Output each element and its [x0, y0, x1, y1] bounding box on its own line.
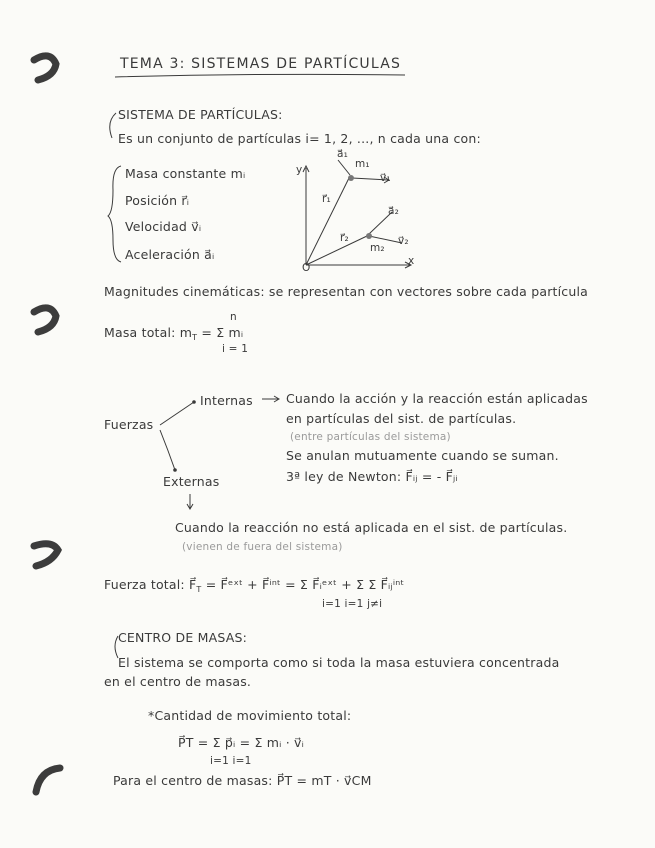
m2-label: m₂: [370, 242, 385, 254]
particle-m2: [366, 233, 372, 239]
m1-label: m₁: [355, 158, 370, 170]
newton-law: 3ª ley de Newton: F⃗ᵢⱼ = - F⃗ⱼᵢ: [286, 469, 458, 484]
axis-y-label: y: [296, 164, 303, 176]
momentum-formula: P⃗T = Σ p⃗ᵢ = Σ mᵢ · v⃗ᵢ: [178, 735, 305, 750]
centro-line-2: en el centro de masas.: [104, 674, 252, 689]
particle-m1: [348, 175, 354, 181]
fuerzas-label: Fuerzas: [104, 417, 154, 432]
centro-arrow: [115, 636, 118, 658]
vector-a2: [369, 212, 392, 234]
props-brace: [108, 166, 121, 262]
externas-label: Externas: [163, 474, 220, 489]
v2-label: v⃗₂: [398, 235, 409, 247]
section-heading-centro: CENTRO DE MASAS:: [118, 630, 248, 645]
r1-label: r⃗₁: [322, 193, 331, 205]
vector-r1: [306, 178, 349, 265]
branch-externas: [160, 430, 175, 470]
heading-arrow: [110, 113, 116, 138]
vector-a1: [338, 160, 350, 175]
masa-total-formula: Masa total: $m_T = \Sigma$ mᵢ: [104, 325, 244, 342]
a2-label: a⃗₂: [388, 205, 400, 217]
vector-v2: [369, 236, 402, 243]
cantidad-label: *Cantidad de movimiento total:: [148, 708, 352, 723]
externas-note: (vienen de fuera del sistema): [182, 541, 343, 553]
intro-text: Es un conjunto de partículas i= 1, 2, ..., n cada una con:: [118, 131, 481, 146]
magnitudes-text: Magnitudes cinemáticas: se representan con vectores sobre cada partícula: [104, 284, 589, 299]
section-heading-sistema: SISTEMA DE PARTÍCULAS:: [118, 107, 283, 122]
prop-posicion: Posición r⃗ᵢ: [125, 193, 190, 208]
internas-label: Internas: [200, 393, 253, 408]
title-underline: [115, 74, 405, 77]
prop-aceleracion: Aceleración a⃗ᵢ: [125, 247, 215, 262]
page-title: TEMA 3: SISTEMAS DE PARTÍCULAS: [120, 56, 402, 72]
branch-internas: [160, 402, 194, 425]
momentum-limits: i=1 i=1: [210, 755, 252, 767]
prop-masa: Masa constante mᵢ: [125, 166, 246, 181]
origin-label: O: [302, 262, 311, 274]
internas-desc-2: en partículas del sist. de partículas.: [286, 411, 517, 426]
a1-label: a⃗₁: [337, 148, 349, 160]
anulan-text: Se anulan mutuamente cuando se suman.: [286, 448, 559, 463]
fuerza-total-limits: i=1 i=1 j≠i: [322, 598, 383, 610]
externas-desc: Cuando la reacción no está aplicada en el sist. de partículas.: [175, 520, 568, 535]
internas-note: (entre partículas del sistema): [290, 431, 451, 443]
fuerza-total-formula: Fuerza total: $F⃗_T$ = F⃗ᵉˣᵗ + F⃗ⁱⁿᵗ = Σ F⃗ᵢᵉˣᵗ + Σ Σ F⃗ᵢⱼⁱⁿᵗ: [104, 577, 405, 594]
axis-x-label: x: [408, 255, 415, 267]
v1-label: v⃗₁: [380, 172, 391, 184]
internas-desc-1: Cuando la acción y la reacción están aplicadas: [286, 391, 588, 406]
prop-velocidad: Velocidad v⃗ᵢ: [125, 219, 202, 234]
sum-top-n: n: [230, 311, 237, 323]
vector-r2: [306, 236, 367, 265]
vector-v1: [352, 178, 388, 180]
centro-line-1: El sistema se comporta como si toda la masa estuviera concentrada: [118, 655, 560, 670]
r2-label: r⃗₂: [340, 232, 349, 244]
cm-formula: Para el centro de masas: P⃗T = mT · v⃗CM: [113, 773, 372, 788]
sum-bottom-index: i = 1: [222, 343, 249, 355]
